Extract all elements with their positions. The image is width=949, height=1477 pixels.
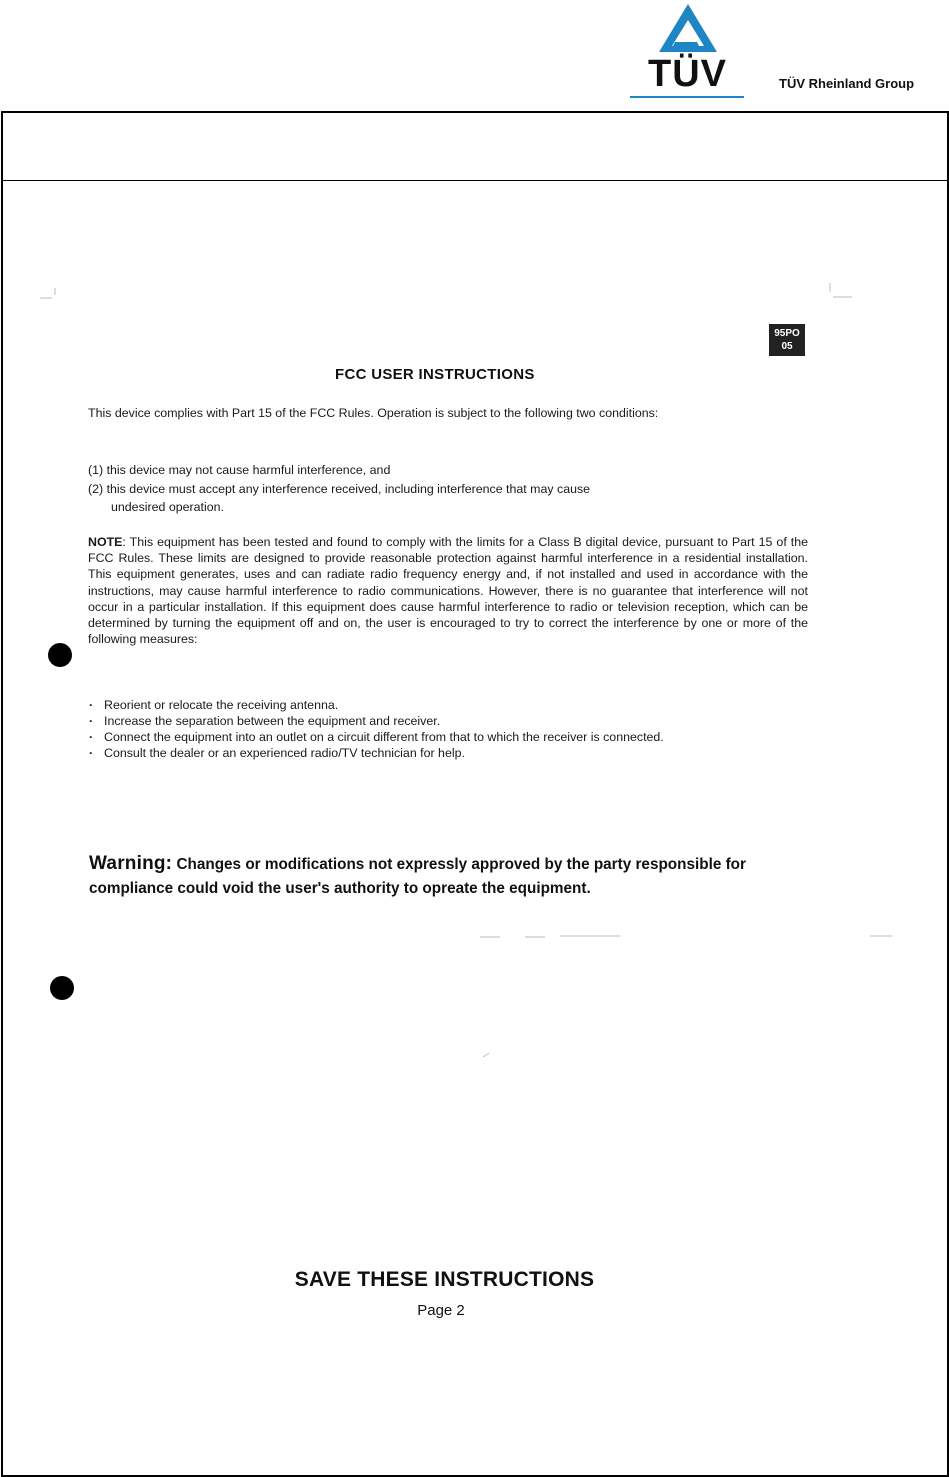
tuv-logo-text: TÜV: [648, 53, 727, 95]
page-number: Page 2: [417, 1302, 465, 1319]
condition-2-continuation: undesired operation.: [111, 500, 224, 514]
intro-paragraph: This device complies with Part 15 of the FCC Rules. Operation is subject to the following two conditions:: [88, 406, 659, 420]
note-text: : This equipment has been tested and found to comply with the limits for a Class B digital device, pursuant to Part 15 of the FCC Rules. These limits are designed to provide reasonable protection against harmful interference in a residential installation. This equipment generates, uses and can radiate radio frequency energy and, if not installed and used in accordance with the instructions, may cause harmful interference to radio communications. However, there is no guarantee that interference will not occur in a particular installation. If this equipment does cause harmful interference to radio or television reception, which can be determined by turning the equipment off and on, the user is encouraged to try to correct the interference by one or more of the following measures:: [88, 535, 808, 647]
tuv-triangle-icon: [657, 2, 719, 54]
hole-punch-mark: [50, 976, 74, 1000]
badge-line-1: 95PO: [774, 328, 800, 339]
warning-label: Warning:: [89, 853, 173, 874]
hole-punch-mark: [48, 643, 72, 667]
note-paragraph: [88, 534, 808, 647]
save-instructions-heading: SAVE THESE INSTRUCTIONS: [294, 1268, 595, 1291]
tuv-logo: [630, 0, 745, 100]
condition-1: (1) this device may not cause harmful interference, and: [88, 463, 391, 477]
page-header: [0, 0, 949, 110]
list-item: · Increase the separation between the equipment and receiver.: [88, 713, 788, 729]
badge-line-2: 05: [781, 341, 793, 352]
frame-divider: [3, 180, 947, 181]
list-item: · Reorient or relocate the receiving antenna.: [88, 697, 788, 713]
stamp-badge: [769, 324, 805, 356]
group-name: TÜV Rheinland Group: [779, 76, 915, 91]
warning-paragraph: [89, 852, 769, 901]
document-title: FCC USER INSTRUCTIONS: [335, 366, 535, 383]
measures-list: [88, 697, 788, 761]
condition-2: (2) this device must accept any interference received, including interference that may cause: [88, 482, 591, 496]
warning-text: Changes or modifications not expressly approved by the party responsible for compliance could void the user's authority to opreate the equipment.: [89, 856, 746, 897]
list-item: · Consult the dealer or an experienced radio/TV technician for help.: [88, 745, 788, 761]
list-item: · Connect the equipment into an outlet on a circuit different from that to which the receiver is connected.: [88, 729, 788, 745]
note-label: NOTE: [88, 535, 123, 549]
logo-underline: [630, 96, 744, 98]
